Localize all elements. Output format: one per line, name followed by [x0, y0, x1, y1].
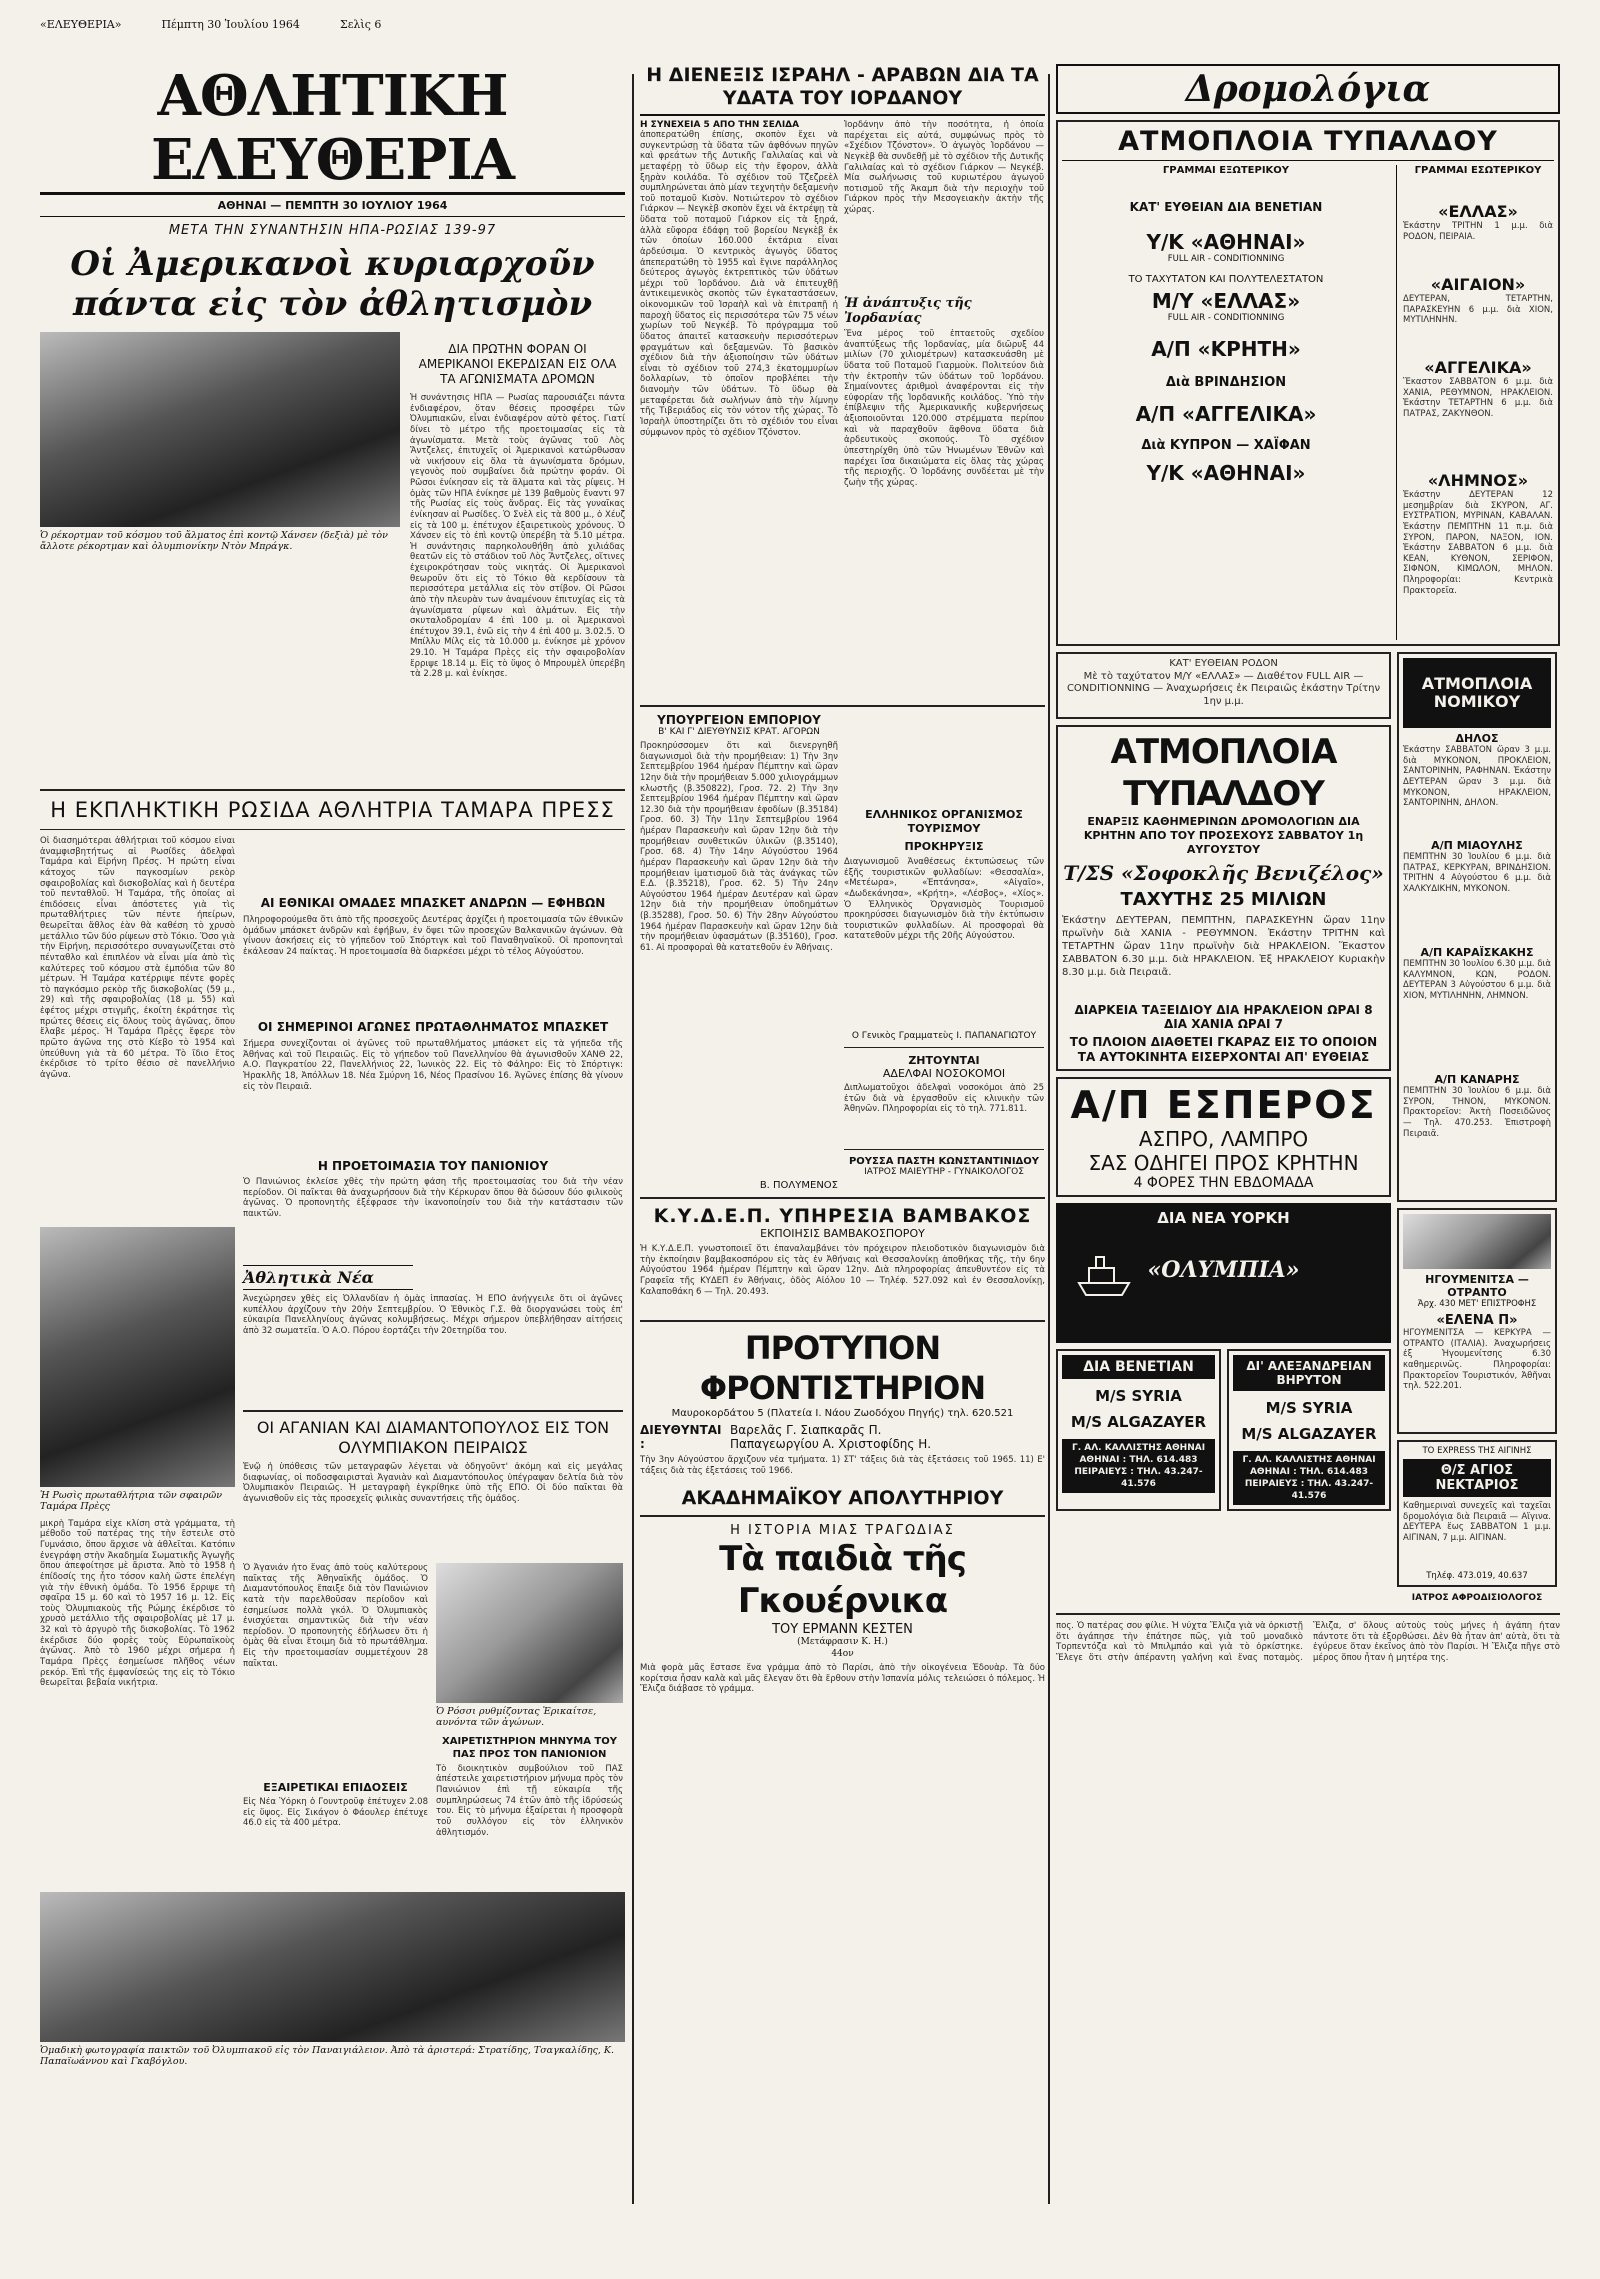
shipping-title: Δρομολόγια: [1056, 64, 1560, 114]
typaldou2-schedule: Ἑκάστην ΔΕΥΤΕΡΑΝ, ΠΕΜΠΤΗΝ, ΠΑΡΑΣΚΕΥΗΝ ὥραν 11ην πρωϊνὴν διὰ ΧΑΝΙΑ - ΡΕΘΥΜΝΟΝ. Ἑκάστην ΤΡΙΤΗΝ καὶ ΤΕΤΑΡΤΗΝ ὥραν 11ην πρωϊνὴν διὰ ΗΡΑΚΛΕΙΟΝ. Ἕκαστον ΣΑΒΒΑΤΟΝ 6.30 μ.μ. διὰ ΗΡΑΚΛΕΙΟΝ. Ἐξ ΗΡΑΚΛΕΙΟΥ Κυριακὴν 8.30 μ.μ. διὰ Πειραιᾶ.: [1062, 914, 1385, 978]
my-ellas: Μ/Υ «ΕΛΛΑΣ»: [1151, 289, 1301, 313]
venetia-line: ΚΑΤ' ΕΥΘΕΙΑΝ ΔΙΑ ΒΕΝΕΤΙΑΝ: [1129, 200, 1323, 214]
elena-ship: «ΕΛΕΝΑ Π»: [1436, 1313, 1518, 1328]
anaptyxis-title: Ἡ ἀνάπτυξις τῆς Ἰορδανίας: [844, 296, 972, 326]
nomikou-ad: [1397, 652, 1557, 1202]
exairetikai-title: ΕΞΑΙΡΕΤΙΚΑΙ ΕΠΙΔΟΣΕΙΣ: [263, 1781, 408, 1794]
directors-line2: Παπαγεωργίου Α. Χριστοφίδης Η.: [730, 1437, 932, 1451]
typaldou2-ad: [1056, 725, 1391, 1071]
zitoumai-label: ΖΗΤΟΥΝΤΑΙ: [908, 1054, 980, 1067]
alexandreia-syria: M/S SYRIA: [1265, 1398, 1353, 1417]
venetian-ad: [1056, 1349, 1221, 1511]
eot-signer: Ο Γενικὸς Γραμματεὺς Ι. ΠΑΠΑΝΑΓΙΩΤΟΥ: [851, 1031, 1037, 1041]
story-kicker: Η ΙΣΤΟΡΙΑ ΜΙΑΣ ΤΡΑΓΩΔΙΑΣ: [730, 1523, 955, 1538]
directors-label: ΔΙΕΥΘΥΝΤΑΙ :: [640, 1423, 722, 1451]
dia-kypron: Διὰ ΚΥΠΡΟΝ — ΧΑΪΦΑΝ: [1141, 438, 1311, 453]
ferry-photo: [1403, 1214, 1551, 1269]
venizelos-ship: Τ/ΣS «Σοφοκλῆς Βενιζέλος»: [1063, 860, 1384, 885]
middle-section: [640, 64, 1045, 2214]
alexandreia-tel-pir: ΠΕΙΡΑΙΕΥΣ : ΤΗΛ. 43.247-41.576: [1244, 1478, 1374, 1501]
athlitika-nea-text: Ἀνεχώρησεν χθὲς εἰς Ὀλλανδίαν ἡ ὁμὰς ἱππασίας. Ἡ ΕΠΟ ἀνήγγειλε ὅτι οἱ ἀγῶνες κυπέλλου ἀρχίζουν τὴν 20ὴν Σεπτεμβρίου. Ὁ Ἐθνικὸς Γ.Σ. θὰ διοργανώσει τοὺς ἐπ' εὐκαιρία Πανελληνίους ἀγῶνας κολυμβήσεως. Μέχρι σήμερον ὑπεβλήθησαν αἰτήσεις ἀπὸ 32 σωματεῖα. Ὁ Α.Ο. Πόρου ἑορτάζει τὴν 20ετηρίδα του.: [243, 1294, 623, 1336]
kydep-sub: ΕΚΠΟΙΗΣΙΣ ΒΑΜΒΑΚΟΣΠΟΡΟΥ: [760, 1227, 925, 1240]
ethnikai-text: Πληροφορούμεθα ὅτι ἀπὸ τῆς προσεχοῦς Δευτέρας ἀρχίζει ἡ προετοιμασία τῶν ἐθνικῶν ὁμάδων μπάσκετ ἀνδρῶν καὶ ἐφήβων, ἐν ὄψει τῶν προσεχῶν Βαλκανικῶν ἀγώνων. Θὰ γίνουν ἀσκήσεις εἰς τὸ γήπεδον τοῦ Σπόρτιγκ καὶ τοῦ Παναθηναϊκοῦ. Οἱ προπονηταὶ ἐκάλεσαν 24 παίκτας. Ἡ προετοιμασία θὰ διαρκέσει μέχρι τὸ τέλος Αὐγούστου.: [243, 915, 623, 957]
sports-title: ΑΘΛΗΤΙΚΗ ΕΛΕΥΘΕΡΙΑ: [40, 64, 625, 195]
sports-subheadline: ΔΙΑ ΠΡΩΤΗΝ ΦΟΡΑΝ ΟΙ ΑΜΕΡΙΚΑΝΟΙ ΕΚΕΡΔΙΣΑΝ ΕΙΣ ΟΛΑ ΤΑ ΑΓΩΝΙΣΜΑΤΑ ΔΡΟΜΩΝ: [418, 342, 617, 386]
story-continuation: πος. Ὁ πατέρας σου φίλιε. Ἡ νύχτα Ἔλιζα γιὰ νὰ ὀρκιστῇ ὅτι ἀγάπησε τὴν ἐπάτησε πῶς, γιὰ τοῦ μοναδικὸ Τορπεντόζα καὶ τὸ Μπιλμπάο καὶ γιὰ τὸ ὀρκίστηκε. Ἔλεγε ὅτι στὴν ἀπέραντη γαλήνη καὶ ἕνας ποταμὸς. Ἔλιζα, σ' ὅλους αὐτοὺς τοὺς μήνες ἡ ἀγάπη ἦταν πάντοτε ὅτι τὰ ἐξορθώσει. Δὲν θὰ ἦταν ἀπ' αὐτὰ, ὅτι τὰ ἐγύρευε ὅταν ἐκεῖνος ἀπὸ τὸν Παρίσι. Ἡ Ἔλιζα πῆγε στὸ μέρος ὅπου ἦταν ἡ μητέρα της.: [1056, 1621, 1560, 1663]
venetian-tel-pir: ΠΕΙΡΑΙΕΥΣ : ΤΗΛ. 43.247-41.576: [1074, 1466, 1203, 1489]
ship-icon: [1074, 1243, 1134, 1303]
press-headline: Η ΕΚΠΛΗΚΤΙΚΗ ΡΩΣΙΔΑ ΑΘΛΗΤΡΙΑ ΤΑΜΑΡΑ ΠΡΕΣΣ: [50, 798, 615, 822]
igoumenitsa-sub: Ἀρχ. 430 ΜΕΤ' ΕΠΙΣΤΡΟΦΗΣ: [1417, 1299, 1537, 1309]
team-photo-caption: Ὁμαδικὴ φωτογραφία παικτῶν τοῦ Ὀλυμπιακοῦ εἰς τὸν Παναιγιάλειον. Ἀπὸ τὰ ἀριστερά: Στρατίδης, Τσαγκαλίδης, Κ. Παπαϊωάννου καὶ Γκαβόγλου.: [40, 2044, 615, 2068]
doctor2-title: ΙΑΤΡΟΣ ΑΦΡΟΔΙΣΙΟΛΟΓΟΣ: [1411, 1593, 1543, 1603]
nomikou-title: ΑΤΜΟΠΛΟΙΑ ΝΟΜΙΚΟΥ: [1403, 658, 1551, 728]
garage-line: ΤΟ ΠΛΟΙΟΝ ΔΙΑΘΕΤΕΙ ΓΚΑΡΑΖ ΕΙΣ ΤΟ ΟΠΟΙΟΝ ΤΑ ΑΥΤΟΚΙΝΗΤΑ ΕΙΣΕΡΧΟΝΤΑΙ ΑΠ' ΕΥΘΕΙΑΣ: [1069, 1034, 1378, 1064]
sports-article-text: Ἡ συνάντησις ΗΠΑ — Ρωσίας παρουσιάζει πάντα ἐνδιαφέρον, ὅταν θέσεις προσφέρει τῶν Ὀλυμπιακῶν, εἶναι ἐνδιαφέρον αὐτὸ φέτος. Γιατί δίνει τὸ μέτρο τῆς προετοιμασίας εἰς τὰ ἀγωνίσματα. Μετὰ τοὺς ἀγῶνας τοῦ Λὸς Ἄντζελες, ἐπιτυχεῖς οἱ Ἀμερικανοὶ κατώρθωσαν νὰ νικήσουν εἰς ὅλα τὰ ἀγωνίσματα δρόμων, γεγονὸς ποὺ συμβαίνει διὰ πρώτην φοράν. Οἱ Ρῶσοι ἐνίκησαν εἰς τὰ ἅλματα καὶ τὰς ρίψεις. Ἡ ὁμὰς τῶν ΗΠΑ ἐνίκησε μὲ 139 βαθμοὺς ἔναντι 97 τῆς Ρωσίας εἰς τοὺς ἄνδρας. Εἰς τὰς γυναῖκας ἐνίκησαν αἱ Ρωσίδες. Ὁ Σνὲλ εἰς τὰ 800 μ., ὁ Χέυζ εἰς τὰ 100 μ. ἐπέτυχον ἐξαιρετικοὺς χρόνους. Ὁ Χάνσεν εἰς τὸ ἐπὶ κοντῷ ὑπερέβη τὰ 5.10 μέτρα. Ἡ συνάντησις παρηκολουθήθη ἀπὸ χιλιάδας θεατῶν εἰς τὸ στάδιον τοῦ Λὸς Ἄντζελες, οἵτινες ἐχειροκρότησαν τοὺς νικητάς. Οἱ Ἀμερικανοὶ θεωροῦν ὅτι εἰς τὸ Τόκιο θὰ κερδίσουν τὰ περισσότερα μετάλλια εἰς τὸν στίβον. Οἱ Ρῶσοι ἀπὸ τὴν πλευρὰν των ἀναμένουν ἐπιτυχίας εἰς τὰ ἀγωνίσματα ρίψεων καὶ ἁλμάτων. Εἰς τὴν σκυταλοδρομίαν 4 ἐπὶ 100 μ. οἱ Ἀμερικανοὶ ἐπέτυχον 39.1, ἐνῶ εἰς τὴν 4 ἐπὶ 400 μ. 3.02.5. Ὁ Μπίλλυ Μίλς εἰς τὰ 10.000 μ. ἐνίκησε μὲ χρόνον 29.10. Ἡ Ταμάρα Πρὲςς εἰς τὴν σφαιροβολίαν ἔρριψε 18.14 μ. Εἰς τὸ ὕψος ὁ Μπρουμὲλ ὑπερέβη τὰ 2.28 μ. καὶ ἐνίκησε.: [410, 393, 625, 680]
story-part: 44ον: [831, 1649, 854, 1659]
esperos-line2: ΣΑΣ ΟΔΗΓΕΙ ΠΡΟΣ ΚΡΗΤΗΝ: [1088, 1150, 1359, 1175]
ap-kriti: Α/Π «ΚΡΗΤΗ»: [1151, 337, 1301, 361]
alexandreia-kallistis: Γ. ΑΛ. ΚΑΛΛΙΣΤΗΣ ΑΘΗΝΑΙ: [1242, 1454, 1376, 1465]
delos-text: Ἑκάστην ΣΑΒΒΑΤΟΝ ὥραν 3 μ.μ. διὰ ΜΥΚΟΝΟΝ, ΠΡΟΚΛΕΙΟΝ, ΣΑΝΤΟΡΙΝΗΝ, ΡΑΦΗΝΑΝ. Ἑκάστην ΔΕΥΤΕΡΑΝ ὥραν 3 μ.μ. διὰ ΜΥΚΟΝΟΝ, ΗΡΑΚΛΕΙΟΝ, ΣΑΝΤΟΡΙΝΗΝ, ΔΗΛΟΝ.: [1403, 745, 1551, 809]
story-translator: (Μετάφρασιν Κ. Η.): [797, 1637, 888, 1647]
nomikou-ship-1-text: ΠΕΜΠΤΗΝ 30 Ἰουλίου 6 μ.μ. διὰ ΠΑΤΡΑΣ, ΚΕΡΚΥΡΑΝ, ΒΡΙΝΔΗΣΙΟΝ. ΤΡΙΤΗΝ 4 Αὐγούστου 6 μ.μ. διὰ ΧΑΛΚΥΔΙΚΗΝ, ΜΥΚΟΝΟΝ.: [1403, 852, 1551, 894]
exairetikai-text: Εἰς Νέα Ὑόρκη ὁ Γουντροῦφ ἐπέτυχεν 2.08 εἰς ὕψος. Εἰς Σικάγον ὁ Φάουλερ ἐπέτυχε 46.0 εἰς τὰ 400 μέτρα.: [243, 1797, 428, 1829]
typaldou2-title: ΑΤΜΟΠΛΟΙΑ ΤΥΠΑΛΔΟΥ: [1110, 731, 1337, 814]
right-ship-3: «ΑΓΓΕΛΙΚΑ»: [1424, 358, 1532, 377]
typaldou-title: ΑΤΜΟΠΛΟΙΑ ΤΥΠΑΛΔΟΥ: [1062, 126, 1554, 161]
right-ship-4: «ΛΗΜΝΟΣ»: [1427, 471, 1529, 490]
continued-label: Η ΣΥΝΕΧΕΙΑ 5 ΑΠΟ ΤΗΝ ΣΕΛΙΔΑ: [640, 120, 800, 130]
simerinoi-text: Σήμερα συνεχίζονται οἱ ἀγῶνες τοῦ πρωταθλήματος μπάσκετ εἰς τὰ γήπεδα τῆς Ἀθήνας καὶ τοῦ Πειραιῶς. Εἰς τὸ γήπεδον τοῦ Πανελληνίου θὰ ἀγωνισθοῦν ΧΑΝΘ 22, Α.Ο. Παγκρατίου 22, Πανελλήνιος 22, Ἰωνικὸς 22. Εἰς τὸ Φάληρο: Εἰς τὸ Σπόρτιγκ: Ἡρακλῆς 18, Ἀπόλλων 18. Νέα Σμύρνη 16, Νέος Πρασίνου 16. Ἀγῶνες ἐπίσης θὰ γίνουν εἰς τὸν Πειραιᾶ.: [243, 1039, 623, 1092]
igoumenitsa-title: ΗΓΟΥΜΕΝΙΤΣΑ — ΟΤΡΑΝΤΟ: [1425, 1273, 1529, 1299]
nomikou-ship-1: Α/Π ΜΙΑΟΥΛΗΣ: [1431, 839, 1523, 852]
rossi-photo: [436, 1563, 623, 1703]
esperos-line1: ΑΣΠΡΟ, ΛΑΜΠΡΟ: [1138, 1126, 1309, 1151]
story-title: Τὰ παιδιὰ τῆς Γκουέρνικα: [719, 1539, 966, 1621]
frontistirion-text: Τὴν 3ην Αὐγούστου ἄρχιζουν νέα τμήματα. 1) ΣΤ' τάξεις διὰ τὰς ἐξετάσεις τοῦ 1965. 11) Ε' τάξεις διὰ τὰς ἐξετάσεις τοῦ 1966.: [640, 1455, 1045, 1476]
israel-text-1: ἀποπερατώθη ἐπίσης, σκοπὸν ἔχει νὰ συγκεντρώσῃ τὰ ὕδατα τῶν ἀφθόνων πηγῶν καὶ φρεάτων τῆς Δυτικῆς Γαλιλαίας καὶ νὰ μεταφέρῃ τὸ ὕδωρ εἰς τὴν ἔφορον, ἀλλὰ ξηρὰν κοιλάδα. Τὸ σχέδιον τοῦ Τζεζρεὲλ συμπληρώνεται ἀπὸ μίαν τεχνητὴν δεξαμενὴν τοῦ ποταμοῦ Κισὸν. Νοτιώτερον τὸ σχέδιον Γιάρκον — Νεγκὲβ σκοπὸν ἔχει νὰ ἐκτρέψῃ τὰ ὕδατα τοῦ ποταμοῦ Γιάρκον εἰς τὰ ξηρά, ἀλλὰ εὔφορα ἐδάφη τοῦ βορείου Νεγκὲβ ἐκ τῶν ὁποίων 160.000 ἐκτάρια εἶναι ἀρδεύσιμα. Ὁ κεντρικὸς ἀγωγὸς ὕδατος ἀπεπερατώθη τὸ 1955 καὶ ἔγινε παράλληλος δεύτερος ἀγωγὸς ἐκτρεπτικὸς τῶν ὑδάτων μέχρι τοῦ Ἰορδάνου. Διὰ νὰ ἐπιτευχθῇ ἀντικειμενικὸς σκοπὸς τῶν ἐγκαταστάσεων, οἰκονομικῶν τοῦ Ἰσραὴλ καὶ νὰ ἐπιτραπῇ ἡ παροχὴ ὕδατος εἰς περισσότερα τῶν 75 νέων χωρίων τοῦ Νεγκέβ. Τὸ πρόγραμμα τοῦ ὕδατος ἀπαιτεῖ κατασκευὴν περισσότερων φραγμάτων καὶ δεξαμενῶν. Τὸ βασικὸν σχέδιον διὰ τὴν ἀξιοποίησιν τῶν ὑδάτων εἶναι τὸ σχέδιον τοῦ 274,3 ἑκατομμυρίων δολλαρίων, τὸ ὁποῖον προβλέπει τὴν διανομὴν τῶν ὑδάτων. Τὸ ὕδωρ θὰ μεταφέρεται διὰ σωλήνων ἀπὸ τὴν λίμνην τῆς Τιβεριάδος εἰς τὸν νότον τῆς χώρας. Τὸ Ἰσραὴλ ὑποστηρίζει ὅτι τὸ σχέδιόν του εἶναι σύμφωνον πρὸς τὸ σχέδιον Τζόνστον.: [640, 130, 838, 438]
ap-aggelika: Α/Π «ΑΓΓΕΛΙΚΑ»: [1135, 402, 1317, 426]
nomikou-ship-3-text: ΠΕΜΠΤΗΝ 30 Ἰουλίου 6 μ.μ. διὰ ΣΥΡΟΝ, ΤΗΝΟΝ, ΜΥΚΟΝΟΝ. Πρακτορεῖον: Ἀκτὴ Ποσειδῶνος — Τηλ. 470.253. Ἐπιστροφὴ Πειραιᾶ.: [1403, 1086, 1551, 1139]
esperos-ad: [1056, 1077, 1391, 1197]
israel-text-3: Ἕνα μέρος τοῦ ἐπταετοῦς σχεδίου ἀναπτύξεως τῆς Ἰορδανίας, μία διῶρυξ 44 μιλίων (70 χιλιομέτρων) κατασκευάσθη μὲ ὕδατα τοῦ Ποταμοῦ Γιαρμοὺκ. Πολιτεύον διὰ τὴν ἐκτροπὴν τῶν ὑδάτων τοῦ Ἰορδάνου. Σημαίνοντες ἀριθμοὶ ἀναφέρονται εἰς τὴν εὐφορίαν τῆς Ἰορδανικῆς κοιλάδος. Ὑπὸ τὴν ἐπίβλεψιν τῆς Ἀμερικανικῆς κυβερνήσεως ἀξιοποιοῦνται 120.000 στρέμματα περίπου καὶ νὰ παραχθοῦν ἄφθονα ὕδατα διὰ ἀρδευτικοὺς σκοπούς. Τὸ σχέδιον ὑπεστηρίχθη ὑπὸ τῶν Ἡνωμένων Ἐθνῶν καὶ παρέχει ἴσα δικαιώματα εἰς ὅλας τὰς χώρας τῆς περιοχῆς. Ὁ Ἰορδάνης συνδέεται μὲ τὴν ζωὴν τῆς χώρας.: [844, 329, 1044, 488]
ypourgeion-title: ΥΠΟΥΡΓΕΙΟΝ ΕΜΠΟΡΙΟΥ: [657, 713, 821, 727]
rodon-text: Μὲ τὸ ταχύτατον Μ/Υ «ΕΛΛΑΣ» — Διαθέτον FULL AIR — CONDITIONNING — Ἀναχωρήσεις ἐκ Πειραιῶς ἑκάστην Τρίτην 1ην μ.μ.: [1066, 670, 1381, 707]
page-number: Σελὶς 6: [339, 18, 382, 31]
athletes-photo-caption: Ὁ ρέκορτμαν τοῦ κόσμου τοῦ ἅλματος ἐπὶ κοντῷ Χάνσεν (δεξιὰ) μὲ τὸν ἄλλοτε ρέκορτμαν καὶ ὀλυμπιονίκην Ντὸν Μπράγκ.: [40, 530, 388, 553]
paper-name: «ΕΛΕΥΘΕΡΙΑ»: [40, 18, 122, 31]
newspaper-page: [40, 64, 1560, 2214]
aganian-title: ΟΙ ΑΓΑΝΙΑΝ ΚΑΙ ΔΙΑΜΑΝΤΟΠΟΥΛΟΣ ΕΙΣ ΤΟΝ ΟΛΥΜΠΙΑΚΟΝ ΠΕΙΡΑΙΩΣ: [256, 1418, 610, 1457]
newyork-ad: [1056, 1203, 1391, 1343]
full-air-2: FULL AIR - CONDITIONNING: [1167, 313, 1285, 323]
frontistirion-address: Μαυροκορδάτου 5 (Πλατεία Ι. Νάου Ζωοδόχου Πηγής) τηλ. 620.521: [671, 1408, 1014, 1419]
doctor-title: ΙΑΤΡΟΣ ΜΑΙΕΥΤΗΡ - ΓΥΝΑΙΚΟΛΟΓΟΣ: [864, 1167, 1024, 1177]
column-rule: [632, 74, 634, 2204]
directors-line1: Βαρελᾶς Γ. Σιαπκαρᾶς Π.: [730, 1423, 882, 1437]
nomikou-ship-2-text: ΠΕΜΠΤΗΝ 30 Ἰουλίου 6.30 μ.μ. διὰ ΚΑΛΥΜΝΟΝ, ΚΩΝ, ΡΟΔΟΝ. ΔΕΥΤΕΡΑΝ 3 Αὐγούστου 6 μ.μ. διὰ ΧΙΟΝ, ΜΥΤΙΛΗΝΗΝ, ΛΗΜΝΟΝ.: [1403, 959, 1551, 1001]
enarxis-line: ΕΝΑΡΞΙΣ ΚΑΘΗΜΕΡΙΝΩΝ ΔΡΟΜΟΛΟΓΙΩΝ ΔΙΑ ΚΡΗΤΗΝ ΑΠΟ ΤΟΥ ΠΡΟΣΕΧΟΥΣ ΣΑΒΒΑΤΟΥ 1η ΑΥΓΟΥΣΤΟΥ: [1083, 814, 1364, 856]
nomikou-ship-3: Α/Π ΚΑΝΑΡΗΣ: [1434, 1073, 1520, 1086]
press-photo-caption: Ἡ Ρωσὶς πρωταθλήτρια τῶν σφαιρῶν Ταμάρα Πρὲςς: [40, 1490, 222, 1513]
aiginis-ad: [1397, 1440, 1557, 1587]
simerinoi-title: ΟΙ ΣΗΜΕΡΙΝΟΙ ΑΓΩΝΕΣ ΠΡΩΤΑΘΛΗΜΑΤΟΣ ΜΠΑΣΚΕΤ: [257, 1020, 609, 1034]
column-rule-2: [1048, 74, 1050, 2204]
sports-section: [40, 64, 625, 2214]
igoumenitsa-ad: [1397, 1208, 1557, 1434]
rodon-line: ΚΑΤ' ΕΥΘΕΙΑΝ ΡΟΔΟΝ: [1169, 658, 1278, 669]
aganian-text-cont: Ὁ Ἀγανιάν ἦτο ἕνας ἀπὸ τοὺς καλύτερους παῖκτας τῆς Ἀθηναϊκῆς ὁμάδος. Ὁ Διαμαντόπουλος ἔπαιξε διὰ τὸν Πανιώνιον κατὰ τὴν παρελθοῦσαν περίοδον καὶ ἐσημείωσε πολλὰ γκόλ. Ὁ Ὀλυμπιακὸς ἐνισχύεται σημαντικῶς διὰ τὴν νέαν περίοδον. Ὁ προπονητὴς ἐδήλωσεν ὅτι ἡ ὁμὰς θὰ εἶναι ἕτοιμη διὰ τὸ πρωτάθλημα. Εἰς τὴν προετοιμασίαν συμμετέχουν 28 παῖκται.: [243, 1563, 428, 1669]
nektarios-ship: Θ/Σ ΑΓΙΟΣ ΝΕΚΤΑΡΙΟΣ: [1403, 1459, 1551, 1497]
aiginis-tel: Τηλέφ. 473.019, 40.637: [1426, 1571, 1528, 1581]
diarkeia-1: ΔΙΑΡΚΕΙΑ ΤΑΞΕΙΔΙΟΥ ΔΙΑ ΗΡΑΚΛΕΙΟΝ ΩΡΑΙ 8: [1074, 1002, 1373, 1017]
yk-athinai-2: Υ/Κ «ΑΘΗΝΑΙ»: [1146, 461, 1306, 485]
right-ship-2-text: ΔΕΥΤΕΡΑΝ, ΤΕΤΑΡΤΗΝ, ΠΑΡΑΣΚΕΥΗΝ 6 μ.μ. διὰ ΧΙΟΝ, ΜΥΤΙΛΗΝΗΝ.: [1403, 294, 1553, 326]
eot-text: Διαγωνισμοῦ Ἀναθέσεως ἐκτυπώσεως τῶν ἐξῆς τουριστικῶν φυλλαδίων: «Θεσσαλία», «Μετέωρα», «Ἑπτάνησα», «Αἰγαῖο», «Δωδεκάνησα», «Κρήτη», «Λέσβος», «Χίος». Ὁ Ἑλληνικὸς Ὀργανισμὸς Τουρισμοῦ προκηρύσσει διαγωνισμὸν διὰ τὴν ἐκτύπωσιν τουριστικῶν φυλλαδίων. Αἱ προσφοραὶ θὰ κατατεθοῦν μέχρι τῆς 20ῆς Αὐγούστου.: [844, 857, 1044, 942]
shipping-section: [1056, 64, 1560, 2214]
esperos-line3: 4 ΦΟΡΕΣ ΤΗΝ ΕΒΔΟΜΑΔΑ: [1133, 1174, 1314, 1191]
taxytaton-line: ΤΟ ΤΑΧΥΤΑΤΟΝ ΚΑΙ ΠΟΛΥΤΕΛΕΣΤΑΤΟΝ: [1128, 274, 1324, 285]
masthead: [40, 18, 660, 31]
venetian-tel-ath: ΑΘΗΝΑΙ : ΤΗΛ. 614.483: [1079, 1454, 1198, 1465]
proetoimasia-text: Ὁ Πανιώνιος ἐκλείσε χθὲς τὴν πρώτη φάση τῆς προετοιμασίας του διὰ τὴν νέαν περίοδον. Οἱ παῖκται θὰ ἀναχωρήσουν διὰ τὴν Κέρκυραν ὅπου θὰ δώσουν δύο φιλικοὺς ἀγῶνας. Ὁ προπονητὴς ἐξέφρασε τὴν ἱκανοποίησίν του διὰ τὴν κατάστασιν τῶν παικτῶν.: [243, 1177, 623, 1219]
team-photo: [40, 1892, 625, 2042]
ethnikai-title: ΑΙ ΕΘΝΙΚΑΙ ΟΜΑΔΕΣ ΜΠΑΣΚΕΤ ΑΝΔΡΩΝ — ΕΦΗΒΩΝ: [260, 896, 606, 910]
athletes-photo: [40, 332, 400, 527]
frontistirion-title: ΠΡΟΤΥΠΟΝ ΦΡΟΝΤΙΣΤΗΡΙΟΝ: [699, 1329, 986, 1407]
yk-athinai-1: Υ/Κ «ΑΘΗΝΑΙ»: [1146, 230, 1306, 254]
aganian-text: Ἐνῷ ἡ ὑπόθεσις τῶν μεταγραφῶν λέγεται νὰ ὁδηγοῦντ' ἀκόμη καὶ εἰς μεγάλας διαφωνίας, οἱ ποδοσφαιρισταὶ Ἀγανιὰν καὶ Διαμαντόπουλος ὑπέγραψαν δελτία διὰ τὸν Ὀλυμπιακὸν Πειραιῶς. Ἡ μεταγραφὴ ἐγκρίθηκε ὑπὸ τῆς ΕΠΟ. Οἱ δύο παῖκται θὰ ἀγωνισθοῦν εἰς τὰς προσεχεῖς φιλικὰς συναντήσεις τῆς ὁμάδος.: [243, 1462, 623, 1504]
press-article-cont: μικρὴ Ταμάρα εἶχε κλίση στὰ γράμματα, τὴ μέθοδο τοῦ πατέρας της τὴν ἔστειλε στὸ Γυμνάσιο, ὅπου ἄρχισε νὰ ἀθλεῖται. Κατόπιν ἐνεγράφη στὴν Ἀκαδημία Σωματικῆς Ἀγωγῆς ὅπου ἀπεφοίτησε μὲ ἄριστα. Ἀπὸ τὸ 1958 ἡ ἐπίδοσίς της ἦτο τόσον καλὴ ὥστε ἐπελέγη γιὰ τὴν ἐθνικὴ ὁμάδα. Τὸ 1956 ἔρριψε τὴ σφαῖρα 15 μ. 60 καὶ τὸ 1957 16 μ. 12. Εἰς τοὺς Ὀλυμπιακοὺς τῆς Ρώμης ἐκέρδισε τὸ χρυσὸ μετάλλιο τῆς σφαιροβολίας μὲ 17 μ. 32 καὶ τὸ ἀργυρὸ τῆς δισκοβολίας. Τὸ 1962 ἐκέρδισε δύο φορὲς τοὺς Εὐρωπαϊκοὺς ἀγῶνας. Ἀπὸ τὸ 1960 μέχρι σήμερα ἡ Ταμάρα Πρὲςς ἐσημείωσε πλῆθος νέων ρεκόρ. Ἐπὶ τῆς ἐμφανίσεώς της εἰς τὸ Τόκιο θεωρεῖται βεβαία νικήτρια.: [40, 1518, 235, 1689]
doctor-name: ΡΟΥΣΣΑ ΠΑΣΤΗ ΚΩΝΣΤΑΝΤΙΝΙΔΟΥ: [848, 1156, 1040, 1167]
xairetistirion-text: Τὸ διοικητικὸν συμβούλιον τοῦ ΠΑΣ ἀπέστειλε χαιρετιστήριον μήνυμα πρὸς τὸν Πανιώνιον ἐπὶ τῇ εὐκαιρία τῆς συμπληρώσεως 74 ἐτῶν ἀπὸ τῆς ἱδρύσεώς του. Εἰς τὸ μήνυμα ἐξαίρεται ἡ προσφορὰ τοῦ συλλόγου εἰς τὸν ἑλληνικὸν ἀθλητισμόν.: [436, 1763, 623, 1838]
right-ship-1-text: Ἑκάστην ΤΡΙΤΗΝ 1 μ.μ. διὰ ΡΟΔΟΝ, ΠΕΙΡΑΙΑ.: [1403, 221, 1553, 242]
adelfai-text: Διπλωματοῦχοι ἀδελφαὶ νοσοκόμοι ἀπὸ 25 ἐτῶν διὰ νὰ ἐργασθοῦν εἰς κλινικὴν τῶν Ἀθηνῶν. Πληροφορίαι εἰς τὸ τηλ. 771.811.: [844, 1083, 1044, 1115]
full-air-1: FULL AIR - CONDITIONNING: [1167, 254, 1285, 264]
sports-dateline: ΑΘΗΝΑΙ — ΠΕΜΠΤΗ 30 ΙΟΥΛΙΟΥ 1964: [40, 195, 625, 217]
kydep-text: Ἡ Κ.Υ.Δ.Ε.Π. γνωστοποιεῖ ὅτι ἐπαναλαμβάνει τὸν πρόχειρον πλειοδοτικὸν διαγωνισμὸν διὰ τὴν ἐκποίησιν βαμβακοσπόρου εἰς τὰς ἐν Ἀθήναις καὶ Θεσσαλονίκῃ ἀποθήκας τῆς, τὴν 6ην Αὐγούστου 1964 ἡμέραν Πέμπτην καὶ ὥραν 12ην. Διὰ πληροφορίας ἀπευθυντέον εἰς τὰ Γραφεῖα τῆς ΚΥΔΕΠ ἐν Ἀθήναις, ὁδὸς Αἰόλου 10 — Τηλέφ. 527.092 καὶ ἐν Θεσσαλονίκῃ, Καλαποθάκη 6 — Τηλ. 20.493.: [640, 1244, 1045, 1297]
israel-text-2: Ἰορδάνην ἀπὸ τὴν ποσότητα, ἡ ὁποία παρέχεται εἰς αὐτά, συμφώνως πρὸς τὸ «Σχέδιον Τζόνστον». Ὁ ἀγωγὸς Ἰορδάνου — Νεγκὲβ θὰ συνδεθῇ μὲ τὸ σχέδιον τῆς Δυτικῆς Γαλιλαίας καὶ τὸ σχέδιον Γιάρκον — Νεγκέβ. Μία σωλήνωσις τοῦ κυριωτέρου ἀγωγοῦ ποτισμοῦ τῆς Ἀκαμπ διὰ τὴν περιοχὴν τοῦ Γιάρκον πρὸς τὴν Μεσογειακὴν ἀκτὴν τῆς χώρας.: [844, 120, 1044, 215]
dia-vrindision: Διὰ ΒΡΙΝΔΗΣΙΟΝ: [1165, 375, 1287, 390]
dia-venetian: ΔΙΑ ΒΕΝΕΤΙΑΝ: [1062, 1355, 1215, 1379]
ypourgeion-sub: Β' ΚΑΙ Γ' ΔΙΕΥΘΥΝΣΙΣ ΚΡΑΤ. ΑΓΟΡΩΝ: [658, 727, 820, 737]
right-ship-2: «ΑΙΓΑΙΟΝ»: [1430, 275, 1526, 294]
alexandreia-ad: [1227, 1349, 1391, 1511]
newyork-title: ΔΙΑ ΝΕΑ ΥΟΡΚΗ: [1157, 1208, 1290, 1227]
typaldou-ad: [1056, 120, 1560, 646]
press-article-text: Οἱ διασημότεραι ἀθλήτριαι τοῦ κόσμου εἶναι ἀναμφισβητήτως αἱ Ρωσίδες ἀδελφαὶ Ταμάρα καὶ Εἰρήνη Πρέσς. Ἡ πρώτη εἶναι κάτοχος τῶν παγκοσμίων ρεκὸρ σφαιροβολίας καὶ δισκοβολίας καὶ ἡ δευτέρα τοῦ πενταθλοῦ. Ἡ Ταμάρα, τῆς ὁποίας αἱ ἐπιδόσεις εἶναι ἀπόστετες γιὰ τὶς πρωταθλήτριες τῶν πέντε ἠπείρων, θεωρεῖται ἄθλος ἐὰν θὰ καθέση τὸ χρυσὸ μετάλλιο τῶν δύο ρίψεων στὸ Τόκιο. Ὅσο γιὰ τὴν Εἰρήνη, περισσότερο συναγωνίζεται στὸ πένταθλο καὶ ἐπιπλέον νὰ εἶναι μία ἀπὸ τὶς καλύτερες τοῦ κόσμου στὰ ἐμπόδια τῶν 80 μέτρων. Ἡ Ταμάρα κατέρριψε πέντε φορὲς τὸ παγκόσμιο ρεκὸρ τῆς δισκοβολίας (59 μ., 29) καὶ τῆς σφαιροβολίας (18 μ. 55) καὶ ἐφέτος μέχρι στιγμῆς, ἐκοίτη ἐκράτησε τὶς πρώτες θέσεις εἰς ὅλους τοὺς ἀγῶνας, ὅπου ἔλαβε μέρος. Ἡ Ταμάρα Πρὲςς ἔφερε τὸν πρῶτο ἀγῶνα της στὸ Κίεβο τὸ 1954 καὶ ὑπεύθυνη γιὰ τὰ 60 μέτρα. Τὸ ἴδιο ἔτος ἐκέρδισε τὸ τρίτο θέσιο σὲ πανελλήνιο ἀγῶνα.: [40, 836, 235, 1080]
right-ship-3-text: Ἕκαστον ΣΑΒΒΑΤΟΝ 6 μ.μ. διὰ ΧΑΝΙΑ, ΡΕΘΥΜΝΟΝ, ΗΡΑΚΛΕΙΟΝ. Ἑκάστην ΤΕΤΑΡΤΗΝ 6 μ.μ. διὰ ΠΑΤΡΑΣ, ΖΑΚΥΝΘΟΝ.: [1403, 377, 1553, 419]
press-photo: [40, 1227, 235, 1487]
rossi-photo-caption: Ὁ Ρόσσι ρυθμίζοντας Ἐρικαίτσε, αυνόντα τῶν ἀγώνων.: [436, 1706, 597, 1729]
grammai-ext: ΓΡΑΜΜΑΙ ΕΞΩΤΕΡΙΚΟΥ: [1162, 165, 1290, 176]
ypourgeion-signer: Β. ΠΟΛΥΜΕΝΟΣ: [759, 1180, 838, 1191]
taxytis-line: ΤΑΧΥΤΗΣ 25 ΜΙΛΙΩΝ: [1120, 888, 1327, 910]
aiginis-text: Καθημεριναὶ συνεχεῖς καὶ ταχεῖαι δρομολόγια διὰ Πειραιᾶ — Αἴγινα. ΔΕΥΤΕΡΑ ἕως ΣΑΒΒΑΤΟΝ 1 μ.μ. ΑΙΓΙΝΑΝ, 7 μ.μ. ΑΙΓΙΝΑΝ.: [1403, 1501, 1551, 1543]
diarkeia-2: ΔΙΑ ΧΑΝΙΑ ΩΡΑΙ 7: [1163, 1016, 1283, 1031]
dia-alexandreia: ΔΙ' ΑΛΕΞΑΝΔΡΕΙΑΝ ΒΗΡΥΤΟΝ: [1233, 1355, 1385, 1391]
venetian-kallistis: Γ. ΑΛ. ΚΑΛΛΙΣΤΗΣ ΑΘΗΝΑΙ: [1071, 1442, 1206, 1453]
nomikou-ship-2: Α/Π ΚΑΡΑΪΣΚΑΚΗΣ: [1420, 946, 1534, 959]
ypourgeion-text: Προκηρύσσομεν ὅτι καὶ διενεργηθῆ διαγωνισμοὶ διὰ τὴν προμήθειαν: 1) Τὴν 3ην Σεπτεμβρίου 1964 ἡμέραν Πέμπτην καὶ ὥραν 12ην διὰ τὴν προμήθειαν 5.000 χιλιογράμμων κλωστῆς (β.350822), Γροσ. 72. 2) Τὴν 3ην Σεπτεμβρίου 1964 ἡμέραν Πέμπτην καὶ ὥραν 12.30 διὰ τὴν προμήθειαν ἐφοδίων (β.35184) Γροσ. 60. 3) Τὴν 11ην Σεπτεμβρίου 1964 ἡμέραν Παρασκευὴν καὶ ὥραν 12ην διὰ τὴν προμήθειαν συνθετικῶν ὑλικῶν (β.35140), Γροσ. 68. 4) Τὴν 14ην Αὐγούστου 1964 ἡμέραν Παρασκευὴν καὶ ὥραν 12ην διὰ τὴν προμήθειαν ἱματισμοῦ διὰ τὰς ἀνάγκας τῶν Ε.Δ. (β.35218), Γροσ. 62. 5) Τὴν 24ην Αὐγούστου 1964 ἡμέραν Δευτέραν καὶ ὥραν 12ην διὰ τὴν προμήθειαν ὑποδημάτων (β.35288), Γροσ. 50. 6) Τὴν 28ην Αὐγούστου 1964 ἡμέραν Παρασκευὴν καὶ ὥραν 12ην διὰ τὴν προμήθειαν ὑφασμάτων (β.35160), Γροσ. 61. Αἱ προσφοραὶ θὰ κατατεθοῦν ἐν Ἀθήναις.: [640, 741, 838, 953]
alexandreia-tel-ath: ΑΘΗΝΑΙ : ΤΗΛ. 614.483: [1249, 1466, 1369, 1477]
sports-headline: Οἱ Ἀμερικανοὶ κυριαρχοῦν πάντα εἰς τὸν ἀθλητισμὸν: [70, 244, 595, 324]
venetian-algazayer: M/S ALGAZAYER: [1070, 1412, 1207, 1431]
right-ship-4-text: Ἑκάστην ΔΕΥΤΕΡΑΝ 12 μεσημβρίαν διὰ ΣΚΥΡΟΝ, ΑΓ. ΕΥΣΤΡΑΤΙΟΝ, ΜΥΡΙΝΑΝ, ΚΑΒΑΛΑΝ. Ἑκάστην ΠΕΜΠΤΗΝ 11 π.μ. διὰ ΣΥΡΟΝ, ΠΑΡΟΝ, ΝΑΞΟΝ, ΙΟΝ. Ἑκάστην ΣΑΒΒΑΤΟΝ 6 μ.μ. διὰ ΚΕΑΝ, ΚΥΘΝΟΝ, ΣΕΡΙΦΟΝ, ΣΙΦΝΟΝ, ΚΙΜΩΛΟΝ, ΜΗΛΟΝ. Πληροφορίαι: Κεντρικὰ Πρακτορεῖα.: [1403, 490, 1553, 596]
israel-headline: Η ΔΙΕΝΕΞΙΣ ΙΣΡΑΗΛ - ΑΡΑΒΩΝ ΔΙΑ ΤΑ ΥΔΑΤΑ ΤΟΥ ΙΟΡΔΑΝΟΥ: [640, 64, 1045, 116]
xairetistirion-title: ΧΑΙΡΕΤΙΣΤΗΡΙΟΝ ΜΗΝΥΜΑ ΤΟΥ ΠΑΣ ΠΡΟΣ ΤΟΝ ΠΑΝΙΟΝΙΟΝ: [442, 1735, 617, 1760]
eot-title: ΕΛΛΗΝΙΚΟΣ ΟΡΓΑΝΙΣΜΟΣ ΤΟΥΡΙΣΜΟΥ: [865, 808, 1023, 835]
rodon-ad: [1056, 652, 1391, 719]
elena-text: ΗΓΟΥΜΕΝΙΤΣΑ — ΚΕΡΚΥΡΑ — ΟΤΡΑΝΤΟ (ΙΤΑΛΙΑ). Ἀναχωρήσεις ἐξ Ἡγουμενίτσης 6.30 καθημερινῶς. Πληροφορίαι: Πρακτορεῖον Τουριστικόν, Ἀθῆναι τηλ. 522.201.: [1403, 1328, 1551, 1392]
alexandreia-algazayer: M/S ALGAZAYER: [1241, 1424, 1377, 1443]
issue-date: Πέμπτη 30 Ἰουλίου 1964: [161, 18, 300, 31]
proetoimasia-title: Η ΠΡΟΕΤΟΙΜΑΣΙΑ ΤΟΥ ΠΑΝΙΟΝΙΟΥ: [317, 1159, 549, 1173]
sports-kicker: ΜΕΤΑ ΤΗΝ ΣΥΝΑΝΤΗΣΙΝ ΗΠΑ-ΡΩΣΙΑΣ 139-97: [168, 223, 497, 238]
delos-label: ΔΗΛΟΣ: [1455, 732, 1499, 745]
story-author: ΤΟΥ ΕΡΜΑΝΝ ΚΕΣΤΕΝ: [772, 1622, 913, 1637]
akadimaikou-title: ΑΚΑΔΗΜΑΪΚΟΥ ΑΠΟΛΥΤΗΡΙΟΥ: [681, 1487, 1004, 1509]
venetian-syria: M/S SYRIA: [1095, 1386, 1182, 1405]
olympia-ship: «ΟΛΥΜΠΙΑ»: [1147, 1256, 1300, 1283]
right-ship-1: «ΕΛΛΑΣ»: [1438, 202, 1518, 221]
adelfai-label: ΑΔΕΛΦΑΙ ΝΟΣΟΚΟΜΟΙ: [882, 1067, 1006, 1080]
aiginis-label: ΤΟ EXPRESS ΤΗΣ ΑΙΓΙΝΗΣ: [1422, 1446, 1532, 1456]
kydep-title: Κ.Υ.Δ.Ε.Π. ΥΠΗΡΕΣΙΑ ΒΑΜΒΑΚΟΣ: [653, 1205, 1032, 1227]
esperos-title: Α/Π ΕΣΠΕΡΟΣ: [1070, 1082, 1377, 1127]
grammai-int: ΓΡΑΜΜΑΙ ΕΣΩΤΕΡΙΚΟΥ: [1414, 165, 1542, 176]
prokiryxis-label: ΠΡΟΚΗΡΥΞΙΣ: [904, 840, 984, 853]
athlitika-nea: Ἀθλητικὰ Νέα: [243, 1265, 413, 1290]
story-text: Μιὰ φορὰ μᾶς ἔστασε ἕνα γράμμα ἀπὸ τὸ Παρίσι, ἀπὸ τὴν οἰκογένεια Ἐδουὰρ. Τὰ δύο κορίτσια ἦσαν καλὰ καὶ μᾶς ἔλεγαν ὅτι θὰ ἔρθουν στὴν Ἱσπανία μόλις τελειώσει ὁ πόλεμος. Ἡ Ἔλιζα διάβασε τὸ γράμμα.: [640, 1663, 1045, 1695]
